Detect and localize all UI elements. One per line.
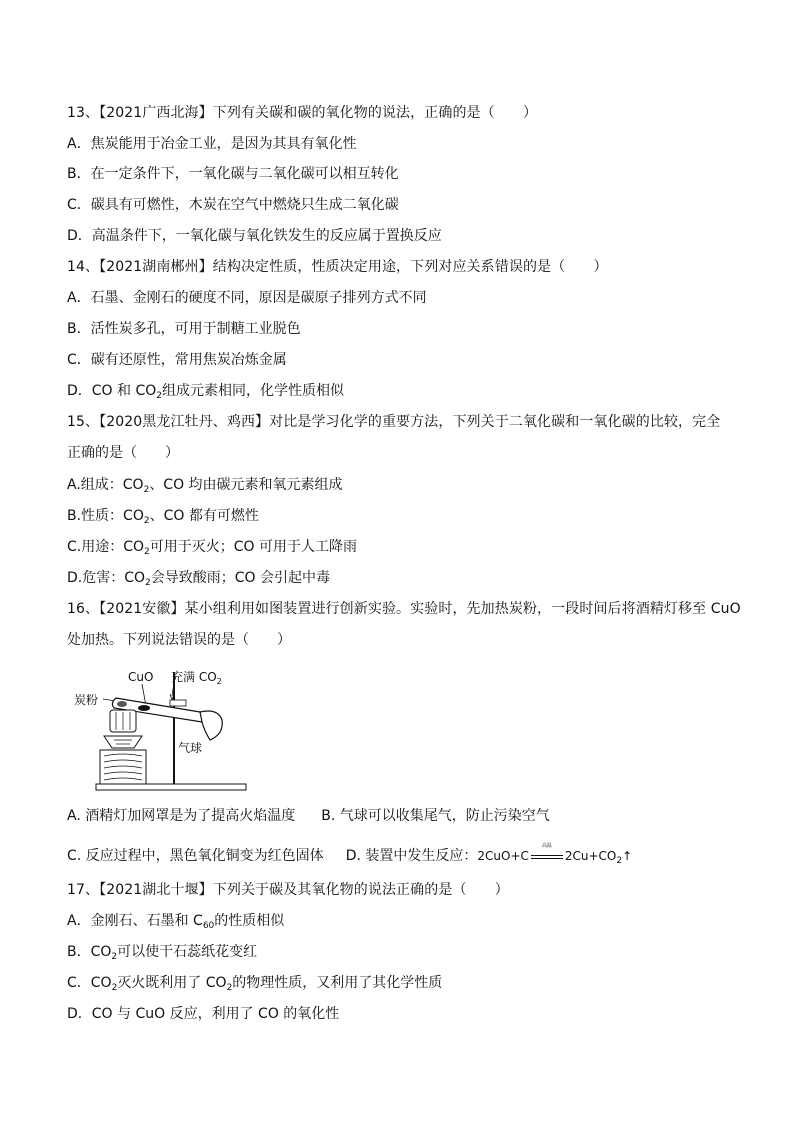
question-13-option-b: B．在一定条件下，一氧化碳与二氧化碳可以相互转化 (67, 166, 399, 182)
question-13-option-a: A．焦炭能用于冶金工业，是因为其具有氧化性 (67, 136, 357, 152)
cuo-sample (138, 705, 150, 711)
question-14-option-b: B．活性炭多孔，可用于制糖工业脱色 (67, 321, 301, 337)
label-balloon: 气球 (178, 741, 203, 755)
carbon-sample (117, 701, 127, 707)
question-13-option-c: C．碳具有可燃性，木炭在空气中燃烧只生成二氧化碳 (67, 197, 399, 213)
question-16-stem-line2: 处加热。下列说法错误的是（ ） (67, 632, 291, 648)
question-17-option-c: C．$CO_2$灭火既利用了 $CO_2$的物理性质，又利用了其化学性质 (67, 975, 443, 993)
question-14-option-a: A．石墨、金刚石的硬度不同，原因是碳原子排列方式不同 (67, 290, 427, 306)
reaction-equation: 2CuO+C 高温 $2Cu+CO_2↑$ (477, 842, 633, 866)
question-13-stem: 13、【2021广西北海】下列有关碳和碳的氧化物的说法，正确的是（ ） (67, 105, 538, 121)
question-15-option-a: A.组成：$CO_2$、CO 均由碳元素和氧元素组成 (67, 477, 343, 495)
question-17-option-d: D．CO 与 CuO 反应，利用了 CO 的氧化性 (67, 1006, 340, 1022)
apparatus-diagram (70, 664, 250, 794)
question-16-options-ab (67, 806, 550, 826)
clamp (170, 700, 186, 706)
question-16-option-d: D. 装置中发生反应：2CuO+C 高温 $2Cu+CO_2↑$ (345, 842, 633, 866)
question-16-stem-line1: 16、【2021安徽】某小组利用如图装置进行创新实验。实验时，先加热炭粉，一段时间后将酒精灯移至 CuO (67, 601, 741, 617)
question-15-stem-line1: 15、【2020黑龙江牡丹、鸡西】对比是学习化学的重要方法，下列关于二氧化碳和一氧化碳的比较，完全 (67, 414, 721, 430)
label-carbon-powder: 炭粉 (74, 693, 99, 707)
balloon (200, 711, 222, 740)
question-16-option-a: A. 酒精灯加网罩是为了提高火焰温度 (67, 808, 296, 824)
question-13-option-d: D．高温条件下，一氧化碳与氧化铁发生的反应属于置换反应 (67, 228, 442, 244)
question-15-option-b: B.性质：$CO_2$、CO 都有可燃性 (67, 508, 259, 526)
label-filled-co2: 充满 $CO_2$ (171, 670, 222, 686)
question-15-option-d: D.危害：$CO_2$会导致酸雨；CO 会引起中毒 (67, 570, 331, 588)
stand-base (96, 784, 246, 790)
question-15-option-c: C.用途：$CO_2$可用于灭火；CO 可用于人工降雨 (67, 539, 358, 557)
question-14-stem: 14、【2021湖南郴州】结构决定性质，性质决定用途，下列对应关系错误的是（ ） (67, 259, 608, 275)
question-17-option-b: B．$CO_2$可以使干石蕊纸花变红 (67, 944, 258, 962)
question-16-option-b: B. 气球可以收集尾气，防止污染空气 (321, 808, 550, 824)
question-17-stem: 17、【2021湖北十堰】下列关于碳及其氧化物的说法正确的是（ ） (67, 882, 509, 898)
question-15-stem-line2: 正确的是（ ） (67, 445, 179, 461)
label-cuo: CuO (128, 670, 154, 684)
question-16-option-c: C. 反应过程中，黑色氧化铜变为红色固体 (67, 848, 324, 864)
question-16-options-cd (67, 842, 633, 866)
question-14-option-d: D．CO 和 $CO_2$组成元素相同，化学性质相似 (67, 383, 345, 401)
alcohol-lamp (104, 736, 142, 748)
question-17-option-a: A．金刚石、石墨和 $C_{60}$的性质相似 (67, 913, 285, 931)
question-14-option-c: C．碳有还原性，常用焦炭冶炼金属 (67, 352, 287, 368)
reaction-arrow: 高温 (530, 850, 564, 864)
